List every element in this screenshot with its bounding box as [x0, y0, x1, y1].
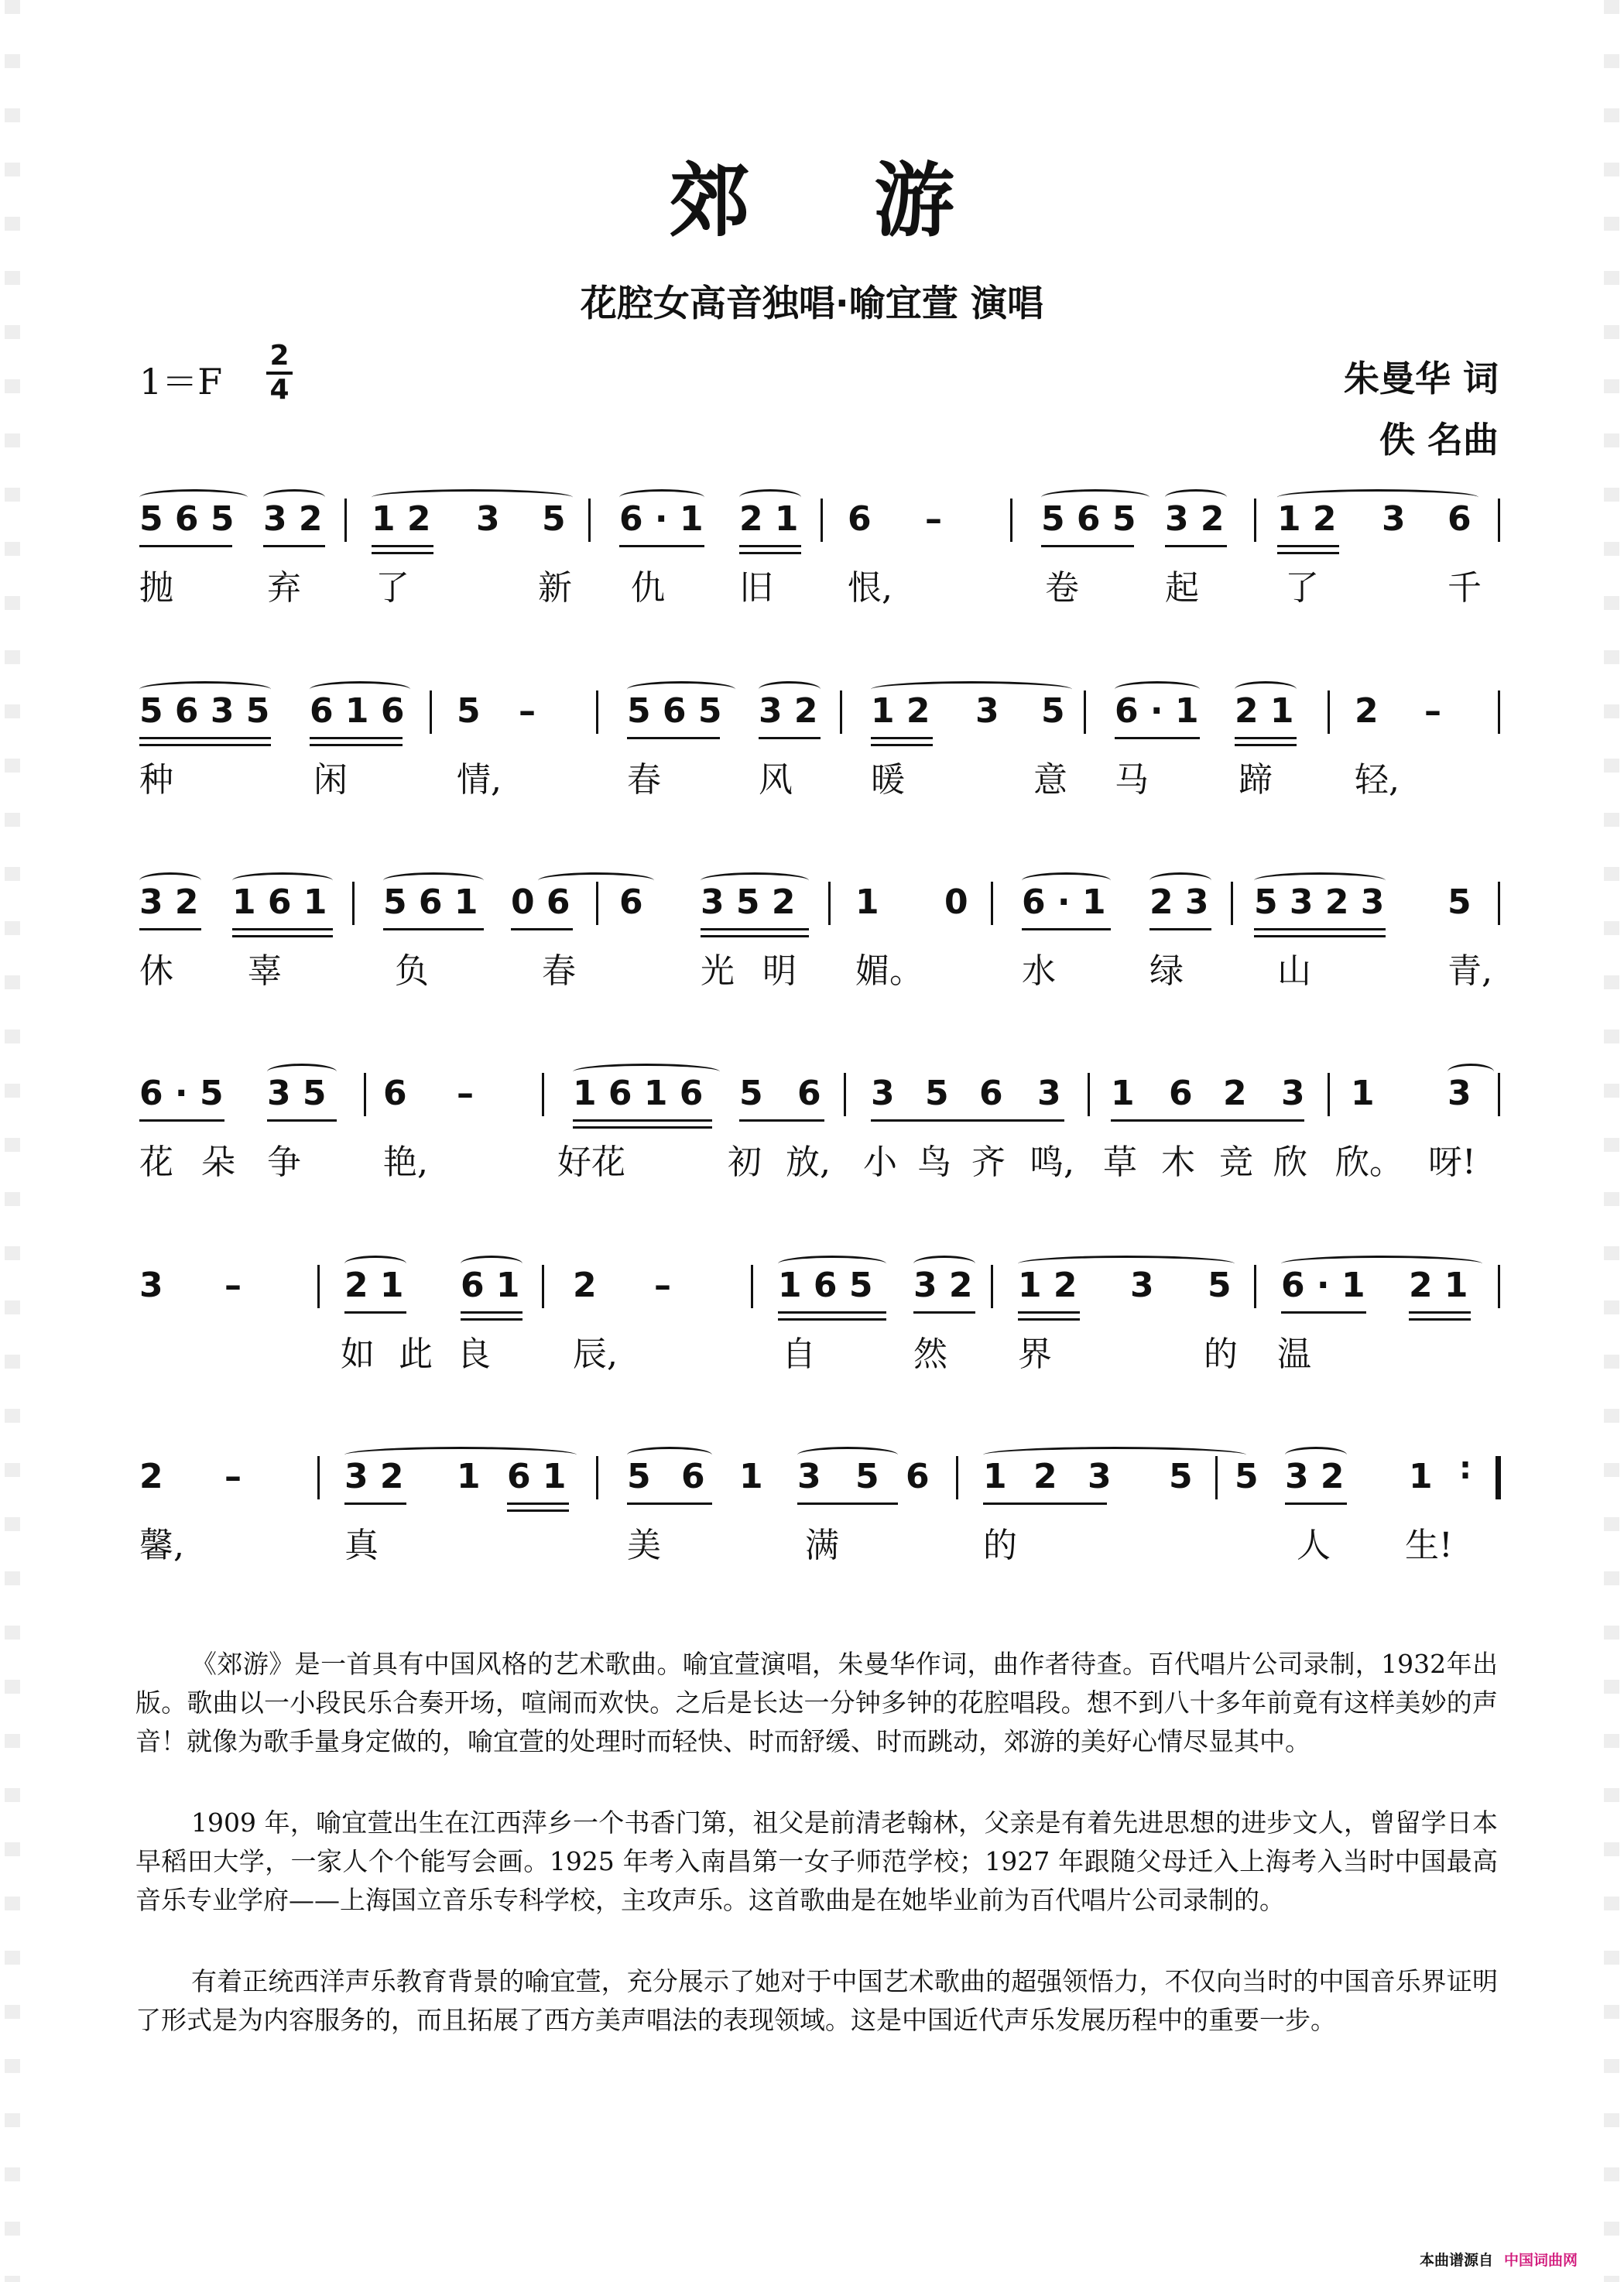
note-group: 3 2: [263, 499, 323, 539]
note-group: –: [1424, 691, 1441, 731]
note-group: 1 2: [1277, 499, 1337, 539]
beam: [232, 928, 333, 937]
composer-credit: 佚 名曲: [1379, 419, 1499, 461]
beam: [913, 1311, 975, 1314]
lyric: 旧: [739, 568, 773, 608]
lyric: 山: [1277, 951, 1311, 991]
left-watermark-strip: [5, 0, 20, 2282]
note-group: 3 2: [759, 691, 818, 731]
note-group: 1: [1351, 1074, 1375, 1113]
note-group: 5: [457, 691, 481, 731]
beam: [1041, 545, 1134, 547]
lyric: 良: [457, 1335, 491, 1374]
lyric: 草: [1103, 1143, 1137, 1182]
beam: [1254, 928, 1386, 937]
beam: [1281, 1311, 1366, 1314]
beam: [739, 545, 801, 554]
beam: [1111, 1119, 1304, 1122]
lyric: 轻,: [1355, 760, 1400, 800]
note-group: 5: [1041, 691, 1065, 731]
note-group: 6: [848, 499, 872, 539]
barline: [844, 1073, 846, 1116]
barline: [1498, 882, 1500, 925]
beam: [310, 737, 403, 746]
slur: [1235, 681, 1297, 697]
beam: [739, 1119, 824, 1122]
note-group: 5: [1169, 1457, 1193, 1496]
barline: [588, 499, 591, 542]
note-group: 1 2: [1018, 1266, 1078, 1305]
lyric: 仇: [631, 568, 665, 608]
barline: [1498, 499, 1500, 542]
barline: [1328, 690, 1330, 734]
note-group: –: [224, 1266, 242, 1305]
note-group: 6 · 1: [619, 499, 704, 539]
note-group: 6: [906, 1457, 930, 1496]
beam: [511, 928, 573, 930]
key-signature: 1＝F: [139, 361, 223, 403]
slur: [1254, 872, 1386, 889]
beam: [1285, 1502, 1347, 1505]
beam: [778, 1311, 886, 1321]
lyric: 木: [1161, 1143, 1195, 1182]
lyric: 呀!: [1428, 1143, 1476, 1182]
barline: [1498, 1265, 1500, 1308]
lyric: 辜: [248, 951, 282, 991]
note-group: 1 6 1: [232, 882, 327, 922]
slur: [139, 872, 201, 889]
lyric: 人: [1297, 1526, 1331, 1565]
beam: [139, 928, 201, 930]
lyric: 光: [701, 951, 735, 991]
lyric: 此: [399, 1335, 433, 1374]
slur: [372, 489, 573, 505]
score-system-3: [139, 848, 1502, 1018]
lyric: 青,: [1448, 951, 1492, 991]
note-group: 2: [573, 1266, 597, 1305]
note-group: 2 1: [344, 1266, 404, 1305]
lyric: 的: [983, 1526, 1017, 1565]
note-group: 3: [871, 1074, 895, 1113]
beam: [871, 737, 933, 746]
lyric: 满: [805, 1526, 839, 1565]
lyric: 水: [1022, 951, 1056, 991]
description-paragraph-2: 1909 年，喻宜萱出生在江西萍乡一个书香门第，祖父是前清老翰林，父亲是有着先进思想的进步文人，曾留学日本早稻田大学，一家人个个能写会画。1925 年考入南昌第一女子师范学校；1927 年跟随父母迁入上海考入当时中国最高音乐专业学府——上海国立音乐专科学校，主攻声乐。这首歌曲是在她毕业前为百代唱片公司录制的。: [135, 1807, 1498, 1915]
lyric: 辰,: [573, 1335, 618, 1374]
slur: [1149, 872, 1211, 889]
beam: [344, 1311, 406, 1314]
lyric: 放,: [786, 1143, 831, 1182]
note-group: 6 1 6: [310, 691, 405, 731]
barline: [991, 1265, 993, 1308]
note-group: 0 6: [511, 882, 570, 922]
slur: [1022, 872, 1111, 889]
barline: [542, 1265, 544, 1308]
note-group: 1: [1111, 1074, 1135, 1113]
score-system-1: [139, 464, 1502, 635]
lyric: 情,: [457, 760, 502, 800]
barline: [352, 882, 355, 925]
beam: [1115, 737, 1200, 739]
slur: [1285, 1447, 1347, 1463]
note-group: 2: [139, 1457, 163, 1496]
note-group: 3 2: [344, 1457, 404, 1496]
note-group: –: [925, 499, 942, 539]
note-group: 3: [1448, 1074, 1472, 1113]
note-group: 1 2: [372, 499, 431, 539]
score-system-2: [139, 656, 1502, 827]
lyric: 起: [1165, 568, 1199, 608]
lyric: 齐: [971, 1143, 1006, 1182]
slur: [538, 872, 654, 889]
beam: [619, 545, 704, 547]
barline: [596, 690, 598, 734]
lyric: 的: [1204, 1335, 1238, 1374]
note-group: 6: [1169, 1074, 1193, 1113]
note-group: 1 2: [871, 691, 930, 731]
lyric: 欣: [1273, 1143, 1307, 1182]
lyrics-row: [139, 561, 1502, 615]
lyric: 恨,: [848, 568, 893, 608]
note-group: 0: [944, 882, 968, 922]
lyric: 美: [627, 1526, 661, 1565]
note-group: –: [457, 1074, 474, 1113]
note-group: 6 1: [461, 1266, 520, 1305]
lyric: 鸣,: [1030, 1143, 1074, 1182]
lyric: 了: [1285, 568, 1319, 608]
lyric: 新: [538, 568, 572, 608]
note-group: 5 6 5: [139, 499, 235, 539]
score-system-5: [139, 1231, 1502, 1401]
beam: [1165, 545, 1227, 547]
note-group: 1: [457, 1457, 481, 1496]
lyric: 然: [913, 1335, 947, 1374]
slur: [263, 489, 325, 505]
lyric: 争: [267, 1143, 301, 1182]
lyrics-row: [139, 1519, 1502, 1573]
slur: [1115, 681, 1200, 697]
slur: [1018, 1256, 1235, 1272]
note-group: 3: [1130, 1266, 1154, 1305]
lyrics-row: [139, 1136, 1502, 1190]
barline: [1328, 1073, 1330, 1116]
slur: [619, 489, 704, 505]
note-group: –: [519, 691, 536, 731]
barline: [596, 1456, 598, 1499]
barline: [344, 499, 347, 542]
score-system-6: [139, 1422, 1502, 1592]
lyric: 花: [139, 1143, 173, 1182]
beam: [871, 1119, 1064, 1122]
slur: [701, 872, 809, 889]
beam: [983, 1502, 1107, 1505]
lyric: 了: [375, 568, 409, 608]
lyric: 温: [1277, 1335, 1311, 1374]
note-group: 5: [627, 1457, 651, 1496]
note-group: 6 1: [507, 1457, 567, 1496]
lyric: 负: [395, 951, 429, 991]
right-watermark-strip: [1604, 0, 1619, 2282]
note-group: 3: [797, 1457, 821, 1496]
repeat-sign: :: [1459, 1451, 1472, 1486]
note-group: 5: [1235, 1457, 1259, 1496]
source-site-link[interactable]: 中国词曲网: [1503, 2252, 1578, 2269]
beam: [383, 928, 484, 930]
lyric: 休: [139, 951, 173, 991]
lyricist-credit: 朱曼华 词: [1343, 358, 1499, 399]
note-group: 6: [797, 1074, 821, 1113]
note-group: 3 2: [1285, 1457, 1345, 1496]
note-group: 2 1: [739, 499, 799, 539]
final-barline: [1496, 1456, 1501, 1499]
note-group: 1: [983, 1457, 1007, 1496]
note-group: 6: [383, 1074, 407, 1113]
note-group: 2: [1223, 1074, 1247, 1113]
beam: [263, 545, 325, 547]
note-group: 3: [1281, 1074, 1305, 1113]
note-group: 3 5 2: [701, 882, 796, 922]
time-denominator: 4: [269, 374, 290, 406]
lyrics-row: [139, 944, 1502, 999]
beam: [267, 1119, 337, 1122]
slur: [310, 681, 410, 697]
barline: [364, 1073, 366, 1116]
beam: [507, 1502, 569, 1512]
slur: [139, 489, 248, 505]
notes-row: [139, 1070, 1502, 1118]
note-group: 3: [1037, 1074, 1061, 1113]
note-group: 2 1: [1235, 691, 1294, 731]
lyric: 小: [863, 1143, 897, 1182]
lyrics-row: [139, 1328, 1502, 1382]
note-group: 2 3: [1149, 882, 1209, 922]
barline: [821, 499, 823, 542]
note-group: 5 6 3 5: [139, 691, 270, 731]
note-group: 6: [1448, 499, 1472, 539]
note-group: 5: [925, 1074, 949, 1113]
beam: [1018, 1311, 1080, 1321]
lyric: 欣。: [1335, 1143, 1403, 1182]
lyric: 种: [139, 760, 173, 800]
note-group: 5 6 5: [1041, 499, 1136, 539]
score-system-4: [139, 1039, 1502, 1209]
slur: [627, 1447, 712, 1463]
barline: [430, 690, 432, 734]
beam: [759, 737, 821, 739]
slur: [344, 1256, 406, 1272]
source-label: 本曲谱源自: [1419, 2252, 1493, 2269]
lyric: 弃: [267, 568, 301, 608]
beam: [139, 545, 232, 547]
slur: [778, 1256, 886, 1272]
beam: [701, 928, 809, 937]
slur: [871, 681, 1072, 697]
song-title: 郊游: [669, 152, 1078, 248]
note-group: 5 6 1: [383, 882, 478, 922]
note-group: 3 5: [267, 1074, 327, 1113]
beam: [139, 737, 271, 746]
barline: [956, 1456, 958, 1499]
note-group: 5: [855, 1457, 879, 1496]
note-group: 1: [1409, 1457, 1433, 1496]
note-group: 1 6 5: [778, 1266, 873, 1305]
lyric: 鸟: [917, 1143, 951, 1182]
slur: [1448, 1064, 1494, 1080]
beam: [344, 1502, 406, 1505]
lyric: 明: [762, 951, 797, 991]
barline: [1254, 499, 1256, 542]
source-footer: [1420, 2249, 1578, 2270]
beam: [139, 1119, 224, 1122]
note-group: 5: [1208, 1266, 1232, 1305]
note-group: 6 · 1: [1022, 882, 1106, 922]
slur: [797, 1447, 898, 1463]
note-group: 3 2: [139, 882, 199, 922]
slur: [759, 681, 821, 697]
barline: [317, 1265, 320, 1308]
barline: [991, 882, 993, 925]
barline: [1231, 882, 1233, 925]
lyric: 抛: [139, 568, 173, 608]
note-group: 3: [1382, 499, 1406, 539]
note-group: –: [224, 1457, 242, 1496]
slur: [1041, 489, 1149, 505]
description-paragraph-3: 有着正统西洋声乐教育背景的喻宜萱，充分展示了她对于中国艺术歌曲的超强领悟力，不仅向当时的中国音乐界证明了形式是为内容服务的，而且拓展了西方美声唱法的表现领域。这是中国近代声乐发展历程中的重要一步。: [135, 1966, 1498, 2035]
time-signature: [266, 341, 293, 406]
lyric: 界: [1018, 1335, 1052, 1374]
barline: [840, 690, 842, 734]
barline: [828, 882, 831, 925]
lyric: 自: [782, 1335, 816, 1374]
slur: [1277, 489, 1478, 505]
note-group: 2: [1033, 1457, 1057, 1496]
note-group: 5: [1448, 882, 1472, 922]
score: [139, 464, 1502, 1587]
lyric: 春: [627, 760, 661, 800]
time-numerator: 2: [266, 341, 293, 375]
lyric: 暖: [871, 760, 905, 800]
slur: [383, 872, 484, 889]
beam: [372, 545, 433, 554]
slur: [461, 1256, 522, 1272]
lyric: 千: [1448, 568, 1482, 608]
note-group: –: [654, 1266, 671, 1305]
beam: [461, 1311, 522, 1321]
slur: [232, 872, 333, 889]
barline: [317, 1456, 320, 1499]
slur: [983, 1447, 1246, 1463]
slur: [1165, 489, 1227, 505]
beam: [1277, 545, 1339, 554]
lyric: 朵: [201, 1143, 235, 1182]
slur: [267, 1064, 337, 1080]
note-group: 3 2: [913, 1266, 973, 1305]
note-group: 6 · 1: [1115, 691, 1199, 731]
beam: [797, 1502, 898, 1505]
slur: [913, 1256, 975, 1272]
lyric: 蹄: [1239, 760, 1273, 800]
note-group: 1 6 1 6: [573, 1074, 704, 1113]
note-group: 2: [1355, 691, 1379, 731]
barline: [1084, 690, 1086, 734]
lyric: 馨,: [139, 1526, 184, 1565]
lyric: 绿: [1149, 951, 1184, 991]
slur: [1281, 1256, 1482, 1272]
note-group: 6 · 1: [1281, 1266, 1365, 1305]
barline: [1088, 1073, 1090, 1116]
beam: [627, 737, 720, 739]
note-group: 5: [542, 499, 566, 539]
note-group: 5 6 5: [627, 691, 722, 731]
note-group: 5 3 2 3: [1254, 882, 1385, 922]
note-group: 6: [619, 882, 643, 922]
lyric: 生!: [1405, 1526, 1453, 1565]
note-group: 3: [1088, 1457, 1112, 1496]
lyric: 意: [1033, 760, 1067, 800]
barline: [1254, 1265, 1256, 1308]
lyric: 艳,: [383, 1143, 428, 1182]
beam: [1235, 737, 1297, 746]
lyric: 好花: [557, 1143, 625, 1182]
lyric: 马: [1115, 760, 1149, 800]
lyric: 闲: [313, 760, 348, 800]
beam: [573, 1119, 712, 1129]
lyric: 真: [344, 1526, 379, 1565]
lyric: 初: [728, 1143, 762, 1182]
lyric: 春: [542, 951, 576, 991]
barline: [1498, 1073, 1500, 1116]
slur: [627, 681, 735, 697]
note-group: 2 1: [1409, 1266, 1468, 1305]
beam: [627, 1502, 712, 1505]
song-subtitle: 花腔女高音独唱·喻宜萱 演唱: [580, 283, 1044, 325]
lyric: 风: [759, 760, 793, 800]
note-group: 6: [979, 1074, 1003, 1113]
barline: [542, 1073, 544, 1116]
barline: [751, 1265, 753, 1308]
barline: [1010, 499, 1012, 542]
note-group: 3: [975, 691, 999, 731]
beam: [1149, 928, 1211, 930]
lyrics-row: [139, 753, 1502, 807]
slur: [344, 1447, 577, 1463]
note-group: 5: [739, 1074, 763, 1113]
note-group: 3: [476, 499, 500, 539]
lyric: 卷: [1045, 568, 1079, 608]
slur: [739, 489, 801, 505]
note-group: 3: [139, 1266, 163, 1305]
slur: [573, 1064, 720, 1080]
lyric: 竞: [1219, 1143, 1253, 1182]
barline: [1498, 690, 1500, 734]
description-paragraph-1: 《郊游》是一首具有中国风格的艺术歌曲。喻宜萱演唱，朱曼华作词，曲作者待查。百代唱片公司录制，1932年出版。歌曲以一小段民乐合奏开场，喧闹而欢快。之后是长达一分钟多钟的花腔唱段。想不到八十多年前竟有这样美妙的声音！就像为歌手量身定做的，喻宜萱的处理时而轻快、时而舒缓、时而跳动，郊游的美好心情尽显其中。: [135, 1649, 1498, 1756]
slur: [139, 681, 271, 697]
note-group: 1: [739, 1457, 763, 1496]
note-group: 6 · 5: [139, 1074, 224, 1113]
beam: [1022, 928, 1111, 930]
note-group: 6: [681, 1457, 705, 1496]
lyric: 如: [341, 1335, 375, 1374]
note-group: 1: [855, 882, 879, 922]
note-group: 3 2: [1165, 499, 1225, 539]
beam: [1409, 1311, 1471, 1321]
lyric: 媚。: [855, 951, 923, 991]
